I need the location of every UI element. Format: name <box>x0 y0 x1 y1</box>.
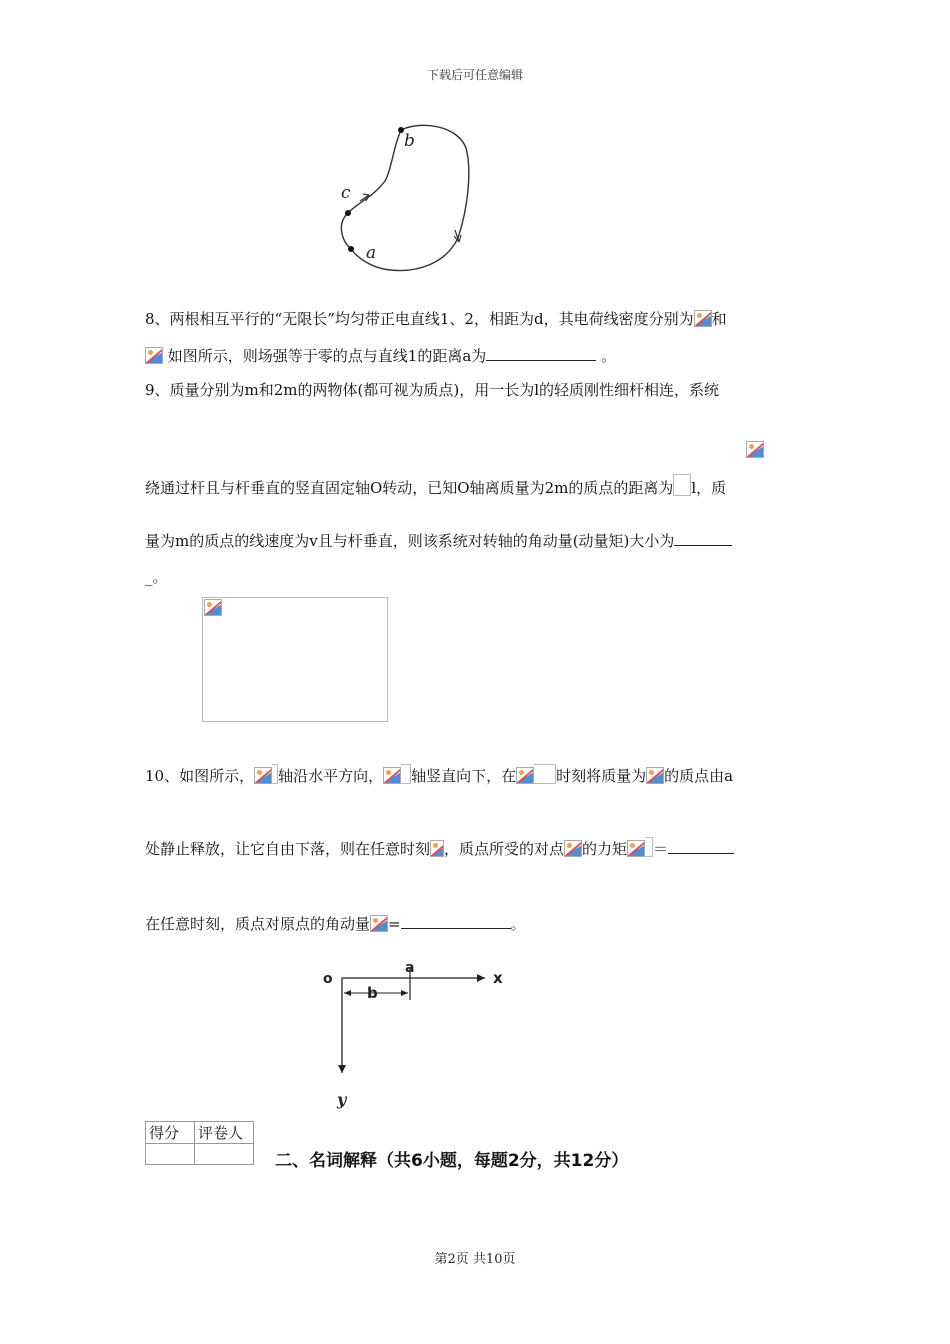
axes-figure <box>315 955 515 1110</box>
q10-text-1a: 10、如图所示， <box>145 767 255 785</box>
q8-text-1: 8、两根相互平行的“无限长”均匀带正电直线1、2，相距为d，其电荷线密度分别为 <box>145 310 694 328</box>
x-axis-arrowhead <box>477 974 485 982</box>
score-table <box>145 1121 254 1165</box>
q10-text-2b: ，质点所受的对点 <box>444 840 565 858</box>
label-c: c <box>341 183 351 203</box>
q9-line-1: 9、质量分别为m和2m的两物体(都可视为质点)，用一长为l的轻质刚性细杆相连，系统 <box>145 381 720 399</box>
broken-image-icon <box>370 915 388 932</box>
broken-image-icon <box>254 767 272 784</box>
page-header: 下载后可任意编辑 <box>426 68 523 82</box>
broken-image-icon <box>746 441 764 458</box>
broken-image-icon <box>204 599 222 616</box>
section-2-title: 二、名词解释（共6小题，每题2分，共12分） <box>275 1151 629 1171</box>
q9-answer-blank[interactable] <box>674 529 732 546</box>
label-origin: o <box>323 971 333 987</box>
q10-text-2c: 的力矩 <box>582 840 628 858</box>
broken-image-placeholder <box>673 474 691 496</box>
q10-text-1b: 轴沿水平方向， <box>278 767 384 785</box>
label-a: a <box>366 243 377 263</box>
q9-line-4: _。 <box>145 568 168 586</box>
q9-text-2: 绕通过杆且与杆垂直的竖直固定轴O转动，已知O轴离质量为2m的质点的距离为 <box>145 479 674 497</box>
q10-angular-momentum-blank[interactable] <box>401 912 511 929</box>
q8-answer-blank[interactable] <box>486 344 596 361</box>
q10-line-3 <box>145 912 526 935</box>
image-placeholder <box>645 837 653 857</box>
q10-text-1e: 的质点由a <box>664 767 734 785</box>
q8-text-2-end: 。 <box>596 347 617 365</box>
y-axis-arrowhead <box>338 1065 346 1073</box>
loop-path-figure <box>330 118 475 280</box>
score-cell[interactable] <box>146 1144 195 1165</box>
q9-text-2-suffix: l，质 <box>691 479 727 497</box>
q8-text-2: 如图所示，则场强等于零的点与直线1的距离a为 <box>167 347 487 365</box>
point-c-dot <box>345 210 351 216</box>
image-placeholder <box>401 764 411 784</box>
b-dimension-arrow-right <box>401 990 408 996</box>
broken-image-icon <box>627 840 645 857</box>
label-y: y <box>337 1090 347 1109</box>
q10-line-2 <box>145 837 734 860</box>
label-b: b <box>404 131 415 151</box>
broken-image-icon <box>694 310 712 327</box>
page-footer: 第2页 共10页 <box>434 1252 516 1267</box>
q8-line-2 <box>145 344 616 367</box>
q10-text-2a: 处静止释放，让它自由下落，则在任意时刻 <box>145 840 431 858</box>
broken-image-icon <box>646 767 664 784</box>
broken-image-icon <box>430 840 444 857</box>
b-dimension-arrow-left <box>344 990 351 996</box>
label-x: x <box>493 969 503 987</box>
q10-text-2d: ＝ <box>653 840 669 858</box>
q9-text-3: 量为m的质点的线速度为v且与杆垂直，则该系统对转轴的角动量(动量矩)大小为 <box>145 532 675 550</box>
point-a-dot <box>348 246 354 252</box>
q10-text-3-end: 。 <box>510 915 526 933</box>
broken-image-icon <box>383 767 401 784</box>
label-b-distance: b <box>367 984 378 1002</box>
q10-text-3b: = <box>388 915 401 933</box>
q10-text-3a: 在任意时刻，质点对原点的角动量 <box>145 915 371 933</box>
q8-line-1 <box>145 308 727 330</box>
broken-image-icon <box>564 840 582 857</box>
broken-image-icon <box>145 347 163 364</box>
q9-line-2 <box>145 474 726 499</box>
image-placeholder <box>534 764 556 784</box>
q9-line-3 <box>145 529 732 552</box>
label-a-axis: a <box>405 960 415 976</box>
q8-text-1-suffix: 和 <box>711 310 727 328</box>
broken-image-icon <box>516 767 534 784</box>
score-header: 得分 <box>146 1122 195 1144</box>
q10-torque-blank[interactable] <box>668 837 734 854</box>
q10-text-1c: 轴竖直向下，在 <box>411 767 517 785</box>
grader-cell[interactable] <box>195 1144 254 1165</box>
missing-figure-frame <box>202 597 388 722</box>
grader-header: 评卷人 <box>195 1122 254 1144</box>
q10-text-1d: 时刻将质量为 <box>556 767 647 785</box>
q10-line-1 <box>145 764 733 787</box>
